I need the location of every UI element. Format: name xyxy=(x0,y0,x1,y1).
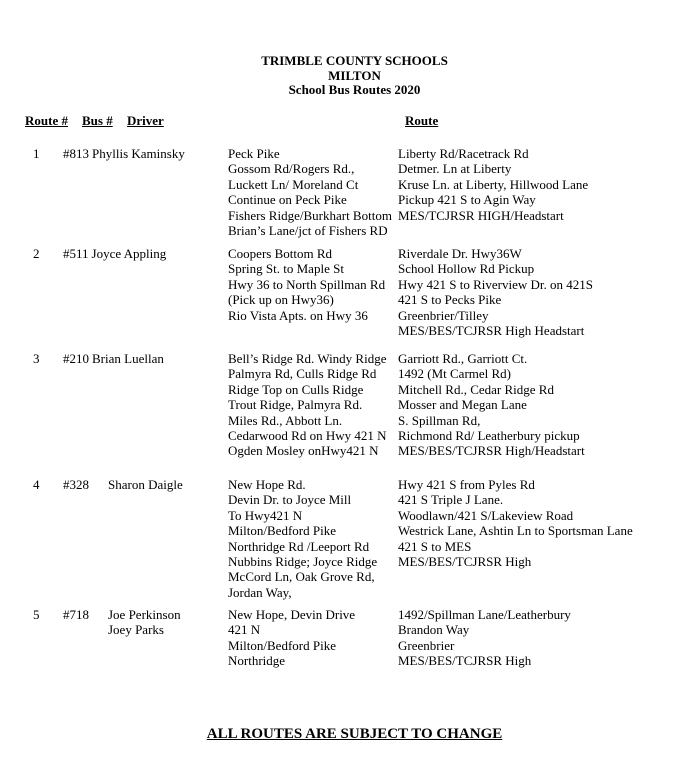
bus-number: #210 xyxy=(63,351,89,366)
stop-line: 421 N xyxy=(228,622,261,638)
route-detail-line: Westrick Lane, Ashtin Ln to Sportsman Lane xyxy=(398,523,633,539)
stop-line: Miles Rd., Abbott Ln. xyxy=(228,412,343,428)
driver-name: Phyllis Kaminsky xyxy=(92,146,185,161)
route-detail-line: Garriott Rd., Garriott Ct. xyxy=(398,351,528,366)
route-detail-line: Greenbrier/Tilley xyxy=(398,307,489,323)
bus-driver-cell xyxy=(63,146,228,238)
bus-number: #813 xyxy=(63,146,89,161)
route-row xyxy=(0,146,687,238)
route-detail-line: MES/BES/TCJRSR High Headstart xyxy=(398,323,585,339)
route-detail-line: 421 S Triple J Lane. xyxy=(398,492,504,508)
stops-cell xyxy=(228,146,398,238)
stops-cell xyxy=(228,607,398,669)
stops-cell xyxy=(228,351,398,459)
route-detail-line: School Hollow Rd Pickup xyxy=(398,261,535,277)
route-number: 1 xyxy=(33,146,40,161)
column-header-route: Route xyxy=(405,113,439,128)
route-detail-line: Hwy 421 S to Riverview Dr. on 421S xyxy=(398,276,593,292)
route-row xyxy=(0,607,687,669)
title-line-2: MILTON xyxy=(328,67,381,83)
route-detail-line: Greenbrier xyxy=(398,637,455,653)
route-number: 3 xyxy=(33,351,40,366)
stop-line: Northridge xyxy=(228,653,286,669)
route-number: 5 xyxy=(33,607,40,622)
driver-names xyxy=(92,146,185,161)
stop-line: Continue on Peck Pike xyxy=(228,192,347,208)
driver-names xyxy=(92,351,164,366)
driver-names xyxy=(108,477,183,492)
stop-line: Gossom Rd/Rogers Rd., xyxy=(228,161,355,177)
column-header-driver: Driver xyxy=(127,113,164,128)
bus-driver-cell xyxy=(63,351,228,459)
route-detail-line: MES/BES/TCJRSR High xyxy=(398,554,532,570)
route-number-cell xyxy=(25,246,63,338)
stop-line: To Hwy421 N xyxy=(228,507,303,523)
route-number-cell xyxy=(25,146,63,238)
stop-line: Milton/Bedford Pike xyxy=(228,523,336,539)
route-number-cell xyxy=(25,351,63,459)
stop-line: Fishers Ridge/Burkhart Bottom xyxy=(228,207,392,223)
driver-name: Joey Parks xyxy=(108,622,164,638)
stop-line: Cedarwood Rd on Hwy 421 N xyxy=(228,428,387,444)
route-details-cell xyxy=(398,477,687,600)
document-title xyxy=(25,54,684,98)
route-detail-line: 1492 (Mt Carmel Rd) xyxy=(398,366,512,382)
route-detail-line: Richmond Rd/ Leatherbury pickup xyxy=(398,428,580,444)
bus-driver-cell xyxy=(63,246,228,338)
route-detail-line: Hwy 421 S from Pyles Rd xyxy=(398,477,535,492)
route-details-cell xyxy=(398,246,687,338)
footer-notice-text: ALL ROUTES ARE SUBJECT TO CHANGE xyxy=(206,726,503,742)
stop-line: Ogden Mosley onHwy421 N xyxy=(228,443,379,459)
route-details-cell xyxy=(398,607,687,669)
stop-line: McCord Ln, Oak Grove Rd, xyxy=(228,569,375,585)
driver-name: Brian Luellan xyxy=(92,351,164,366)
driver-name: Joyce Appling xyxy=(91,246,167,261)
stop-line: Ridge Top on Culls Ridge xyxy=(228,381,364,397)
stop-line: Palmyra Rd, Culls Ridge Rd xyxy=(228,366,377,382)
route-number-cell xyxy=(25,607,63,669)
route-detail-line: MES/BES/TCJRSR High/Headstart xyxy=(398,443,585,459)
route-details-cell xyxy=(398,351,687,459)
route-row xyxy=(0,477,687,600)
route-detail-line: Brandon Way xyxy=(398,622,470,638)
driver-name: Sharon Daigle xyxy=(108,477,183,492)
stop-line: Milton/Bedford Pike xyxy=(228,637,336,653)
route-detail-line: Detmer. Ln at Liberty xyxy=(398,161,512,177)
stop-line: Luckett Ln/ Moreland Ct xyxy=(228,176,359,192)
bus-number: #511 xyxy=(63,246,89,261)
route-row xyxy=(0,351,687,459)
route-detail-line: Kruse Ln. at Liberty, Hillwood Lane xyxy=(398,176,589,192)
stop-line: Hwy 36 to North Spillman Rd xyxy=(228,276,386,292)
stop-line: Nubbins Ridge; Joyce Ridge xyxy=(228,554,378,570)
stop-line: Coopers Bottom Rd xyxy=(228,246,333,261)
title-line-3: School Bus Routes 2020 xyxy=(288,82,421,97)
route-number: 4 xyxy=(33,477,40,492)
route-detail-line: Pickup 421 S to Agin Way xyxy=(398,192,536,208)
driver-names xyxy=(92,246,167,261)
title-line-1: TRIMBLE COUNTY SCHOOLS xyxy=(261,53,448,68)
route-detail-line: MES/TCJRSR HIGH/Headstart xyxy=(398,207,564,223)
stop-line: New Hope Rd. xyxy=(228,477,306,492)
stop-line: Devin Dr. to Joyce Mill xyxy=(228,492,352,508)
route-number-cell xyxy=(25,477,63,600)
route-detail-line: 1492/Spillman Lane/Leatherbury xyxy=(398,607,571,622)
stop-line: Spring St. to Maple St xyxy=(228,261,344,277)
stop-line: Rio Vista Apts. on Hwy 36 xyxy=(228,307,368,323)
route-detail-line: Mosser and Megan Lane xyxy=(398,397,527,413)
route-detail-line: Riverdale Dr. Hwy36W xyxy=(398,246,522,261)
stop-line: Peck Pike xyxy=(228,146,280,161)
column-header-bus-number: Bus # xyxy=(82,113,113,128)
route-detail-line: MES/BES/TCJRSR High xyxy=(398,653,532,669)
route-detail-line: S. Spillman Rd, xyxy=(398,412,481,428)
column-header-route-number: Route # xyxy=(25,113,68,128)
route-detail-line: Liberty Rd/Racetrack Rd xyxy=(398,146,529,161)
route-detail-line: 421 S to Pecks Pike xyxy=(398,292,502,308)
driver-name: Joe Perkinson xyxy=(108,607,181,622)
stop-line: Bell’s Ridge Rd. Windy Ridge xyxy=(228,351,387,366)
stop-line: (Pick up on Hwy36) xyxy=(228,292,334,308)
stop-line: Northridge Rd /Leeport Rd xyxy=(228,538,370,554)
route-detail-line: Mitchell Rd., Cedar Ridge Rd xyxy=(398,381,554,397)
bus-driver-cell xyxy=(63,607,228,669)
bus-driver-cell xyxy=(63,477,228,600)
route-number: 2 xyxy=(33,246,40,261)
bus-number: #718 xyxy=(63,607,89,622)
route-detail-line: Woodlawn/421 S/Lakeview Road xyxy=(398,507,574,523)
stop-line: Jordan Way, xyxy=(228,584,292,600)
stops-cell xyxy=(228,246,398,338)
stop-line: New Hope, Devin Drive xyxy=(228,607,356,622)
stop-line: Trout Ridge, Palmyra Rd. xyxy=(228,397,363,413)
bus-number: #328 xyxy=(63,477,89,492)
route-details-cell xyxy=(398,146,687,238)
route-detail-line: 421 S to MES xyxy=(398,538,472,554)
stops-cell xyxy=(228,477,398,600)
footer-notice xyxy=(25,726,684,743)
route-row xyxy=(0,246,687,338)
stop-line: Brian’s Lane/jct of Fishers RD xyxy=(228,223,388,239)
driver-names xyxy=(108,607,181,638)
